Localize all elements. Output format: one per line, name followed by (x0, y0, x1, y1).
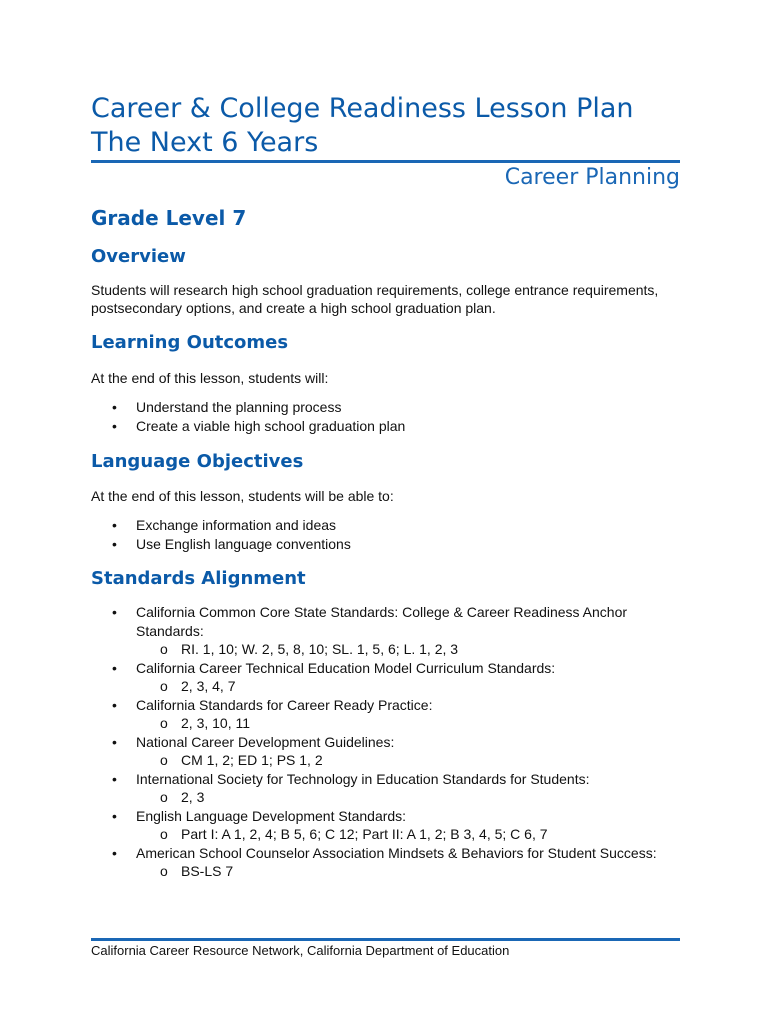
standard-label: California Standards for Career Ready Practice: (136, 696, 433, 713)
overview-heading: Overview (91, 246, 186, 267)
sub-list-item: o 2, 3, 10, 11 (136, 714, 680, 733)
overview-text: Students will research high school graduation requirements, college entrance requirements, postsecondary options, and create a high school graduation plan. (91, 282, 659, 316)
standards-alignment-heading: Standards Alignment (91, 568, 306, 589)
page-subtitle: Career Planning (504, 165, 680, 190)
sub-list (136, 640, 680, 659)
standard-label: American School Counselor Association Mindsets & Behaviors for Student Success: (136, 844, 657, 861)
sub-list-item: o 2, 3, 4, 7 (136, 677, 680, 696)
sub-list-item: o Part I: A 1, 2, 4; B 5, 6; C 12; Part II: A 1, 2; B 3, 4, 5; C 6, 7 (136, 825, 680, 844)
sub-list (136, 714, 680, 733)
standard-label: English Language Development Standards: (136, 807, 407, 824)
sub-list-item: o 2, 3 (136, 788, 680, 807)
sub-list (136, 677, 680, 696)
list-item (91, 696, 680, 733)
list-item: • Use English language conventions (91, 535, 680, 554)
list-item (91, 844, 680, 881)
title-line-1: Career & College Readiness Lesson Plan (91, 93, 634, 124)
footer-divider (91, 938, 680, 941)
list-item (91, 733, 680, 770)
sub-list (136, 751, 680, 770)
list-item (91, 770, 680, 807)
sub-list-item: o BS-LS 7 (136, 862, 680, 881)
list-item (91, 807, 680, 844)
list-item (91, 659, 680, 696)
language-objectives-heading: Language Objectives (91, 451, 304, 472)
grade-level-heading: Grade Level 7 (91, 206, 247, 230)
learning-outcomes-intro: At the end of this lesson, students will: (91, 370, 329, 386)
language-objectives-list (91, 516, 680, 553)
title-divider (91, 160, 680, 163)
page-footer: California Career Resource Network, California Department of Education (91, 943, 510, 958)
standards-list (91, 603, 680, 881)
sub-list (136, 788, 680, 807)
standard-label: National Career Development Guidelines: (136, 733, 395, 750)
list-item: • Understand the planning process (91, 398, 680, 417)
list-item: • Create a viable high school graduation plan (91, 417, 680, 436)
standard-label: California Common Core State Standards: College & Career Readiness Anchor Standards: (136, 604, 628, 639)
sub-list-item: o RI. 1, 10; W. 2, 5, 8, 10; SL. 1, 5, 6; L. 1, 2, 3 (136, 640, 680, 659)
sub-list (136, 825, 680, 844)
language-objectives-intro: At the end of this lesson, students will be able to: (91, 488, 394, 504)
sub-list (136, 862, 680, 881)
page-title (91, 92, 680, 160)
sub-list-item: o CM 1, 2; ED 1; PS 1, 2 (136, 751, 680, 770)
standard-label: International Society for Technology in Education Standards for Students: (136, 770, 590, 787)
learning-outcomes-list (91, 398, 680, 435)
standard-label: California Career Technical Education Model Curriculum Standards: (136, 659, 556, 676)
learning-outcomes-heading: Learning Outcomes (91, 332, 289, 353)
list-item: • Exchange information and ideas (91, 516, 680, 535)
list-item (91, 603, 680, 659)
title-line-2: The Next 6 Years (91, 127, 319, 158)
